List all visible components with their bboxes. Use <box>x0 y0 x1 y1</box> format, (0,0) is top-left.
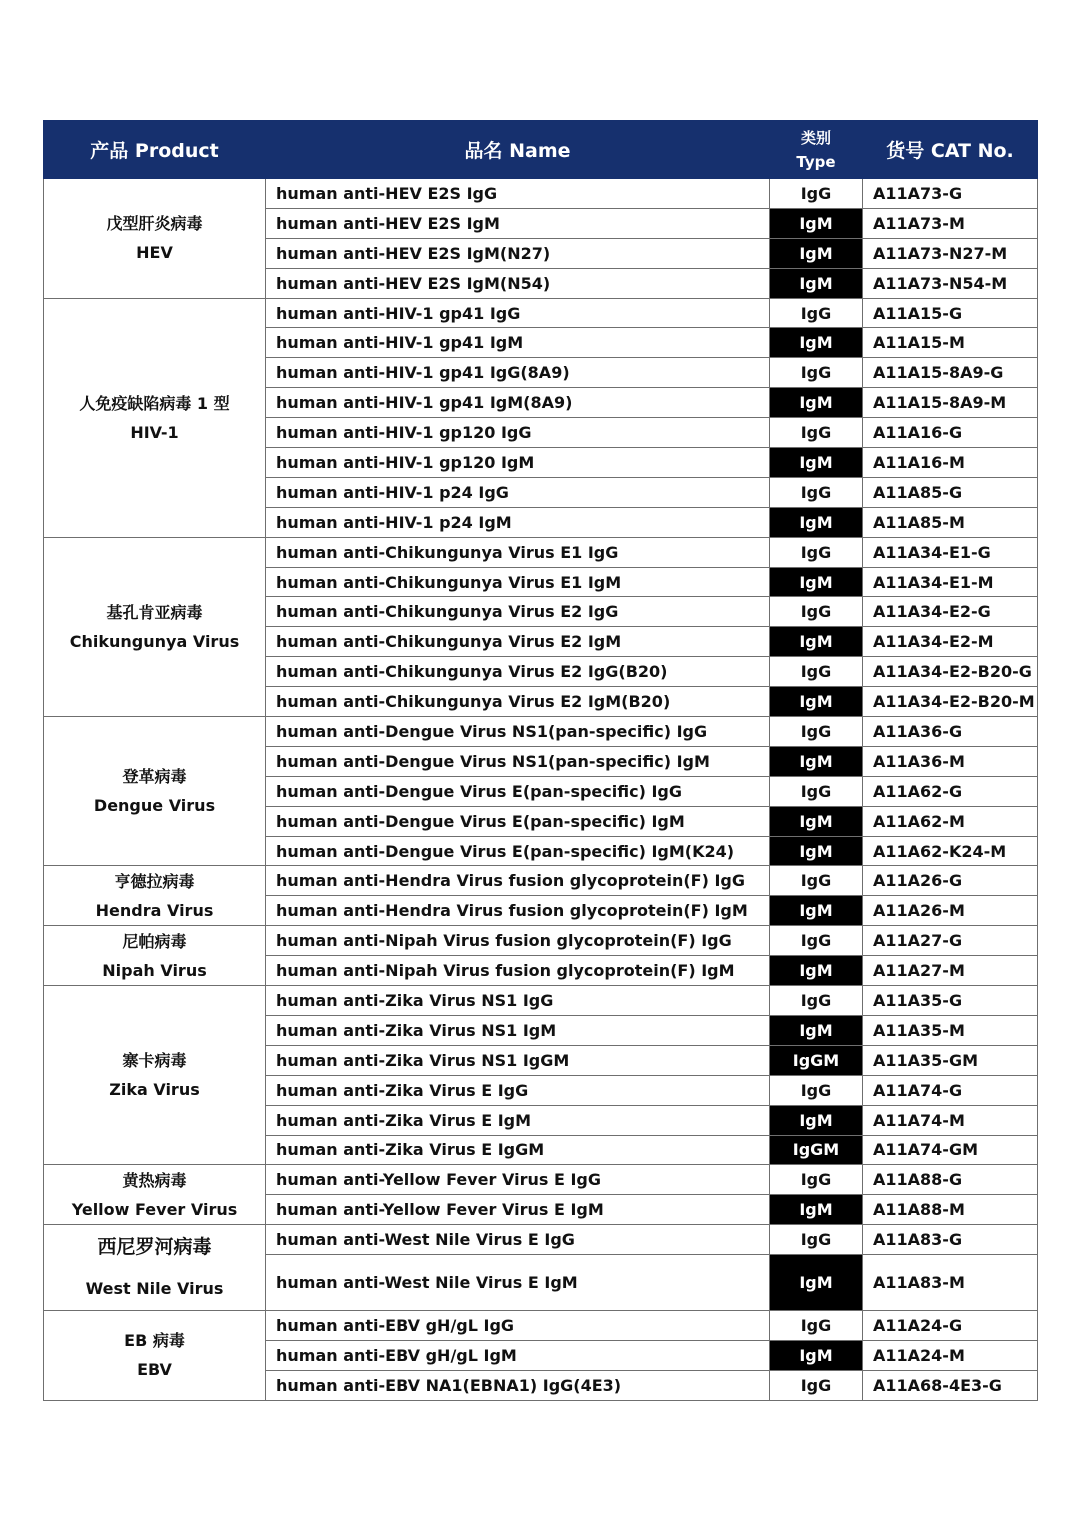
item-cat-cell: A11A74-G <box>863 1075 1038 1105</box>
item-cat-cell: A11A74-GM <box>863 1135 1038 1165</box>
item-cat-cell: A11A83-M <box>863 1255 1038 1311</box>
item-cat-cell: A11A27-M <box>863 956 1038 986</box>
item-name-cell: human anti-Dengue Virus NS1(pan-specific) IgM <box>266 746 770 776</box>
item-type-cell: IgM <box>770 208 863 238</box>
item-name-cell: human anti-Nipah Virus fusion glycoprotein(F) IgM <box>266 956 770 986</box>
item-type-cell: IgG <box>770 1370 863 1400</box>
item-name-cell: human anti-West Nile Virus E IgG <box>266 1225 770 1255</box>
item-name-cell: human anti-HEV E2S IgM(N27) <box>266 238 770 268</box>
product-group-cell <box>44 1225 266 1311</box>
item-cat-cell: A11A34-E1-M <box>863 567 1038 597</box>
item-cat-cell: A11A34-E2-B20-M <box>863 687 1038 717</box>
item-name-cell: human anti-Hendra Virus fusion glycoprotein(F) IgG <box>266 866 770 896</box>
item-type-cell: IgM <box>770 268 863 298</box>
item-cat-cell: A11A68-4E3-G <box>863 1370 1038 1400</box>
item-name-cell: human anti-HEV E2S IgG <box>266 179 770 209</box>
product-table <box>43 120 1038 1401</box>
product-group-cell <box>44 986 266 1165</box>
product-name-en: Chikungunya Virus <box>69 631 240 651</box>
product-name-zh: EB 病毒 <box>124 1331 185 1351</box>
item-cat-cell: A11A88-M <box>863 1195 1038 1225</box>
item-type-cell: IgG <box>770 986 863 1016</box>
item-cat-cell: A11A15-G <box>863 298 1038 328</box>
item-cat-cell: A11A35-M <box>863 1015 1038 1045</box>
product-name-zh: 寨卡病毒 <box>122 1051 187 1071</box>
item-cat-cell: A11A73-M <box>863 208 1038 238</box>
item-type-cell: IgM <box>770 956 863 986</box>
item-name-cell: human anti-HIV-1 gp41 IgM(8A9) <box>266 388 770 418</box>
item-type-cell: IgM <box>770 567 863 597</box>
item-name-cell: human anti-HIV-1 gp41 IgM <box>266 328 770 358</box>
item-cat-cell: A11A62-G <box>863 776 1038 806</box>
item-name-cell: human anti-Zika Virus NS1 IgM <box>266 1015 770 1045</box>
header-product: 产品 Product <box>44 121 266 179</box>
table-row <box>44 866 1038 896</box>
product-name-en: Yellow Fever Virus <box>71 1199 238 1219</box>
table-row <box>44 1165 1038 1195</box>
item-name-cell: human anti-Zika Virus E IgG <box>266 1075 770 1105</box>
item-name-cell: human anti-Yellow Fever Virus E IgM <box>266 1195 770 1225</box>
table-row <box>44 986 1038 1016</box>
product-group-cell <box>44 179 266 299</box>
item-type-cell: IgG <box>770 776 863 806</box>
item-name-cell: human anti-West Nile Virus E IgM <box>266 1255 770 1311</box>
product-name-en: Zika Virus <box>109 1080 200 1100</box>
item-type-cell: IgM <box>770 687 863 717</box>
product-name-zh: 黄热病毒 <box>122 1170 187 1190</box>
product-group-cell <box>44 1165 266 1225</box>
table-body <box>44 179 1038 1401</box>
item-cat-cell: A11A88-G <box>863 1165 1038 1195</box>
item-cat-cell: A11A74-M <box>863 1105 1038 1135</box>
item-cat-cell: A11A73-N27-M <box>863 238 1038 268</box>
item-type-cell: IgGM <box>770 1045 863 1075</box>
item-name-cell: human anti-Chikungunya Virus E1 IgM <box>266 567 770 597</box>
item-name-cell: human anti-HIV-1 gp120 IgM <box>266 448 770 478</box>
item-name-cell: human anti-HIV-1 p24 IgG <box>266 477 770 507</box>
item-type-cell: IgG <box>770 477 863 507</box>
item-cat-cell: A11A85-G <box>863 477 1038 507</box>
item-type-cell: IgM <box>770 238 863 268</box>
item-name-cell: human anti-Chikungunya Virus E1 IgG <box>266 537 770 567</box>
item-cat-cell: A11A35-G <box>863 986 1038 1016</box>
product-name-en: EBV <box>137 1360 172 1380</box>
item-name-cell: human anti-EBV NA1(EBNA1) IgG(4E3) <box>266 1370 770 1400</box>
item-name-cell: human anti-Dengue Virus E(pan-specific) IgM <box>266 806 770 836</box>
product-name-en: Dengue Virus <box>93 796 216 816</box>
item-cat-cell: A11A15-8A9-G <box>863 358 1038 388</box>
table-row <box>44 926 1038 956</box>
product-name-zh: 人免疫缺陷病毒 1 型 <box>79 393 230 413</box>
item-type-cell: IgM <box>770 388 863 418</box>
product-name-en: West Nile Virus <box>85 1278 224 1298</box>
item-type-cell: IgG <box>770 926 863 956</box>
item-type-cell: IgG <box>770 418 863 448</box>
item-name-cell: human anti-Zika Virus E IgM <box>266 1105 770 1135</box>
item-type-cell: IgM <box>770 1015 863 1045</box>
item-name-cell: human anti-HEV E2S IgM(N54) <box>266 268 770 298</box>
product-group-cell <box>44 717 266 866</box>
item-cat-cell: A11A36-M <box>863 746 1038 776</box>
item-type-cell: IgG <box>770 1311 863 1341</box>
item-type-cell: IgG <box>770 298 863 328</box>
item-name-cell: human anti-Zika Virus NS1 IgGM <box>266 1045 770 1075</box>
product-group-cell <box>44 537 266 716</box>
item-cat-cell: A11A83-G <box>863 1225 1038 1255</box>
header-type-zh: 类别 <box>800 128 831 147</box>
item-type-cell: IgG <box>770 1225 863 1255</box>
item-cat-cell: A11A73-G <box>863 179 1038 209</box>
product-group-cell <box>44 298 266 537</box>
item-name-cell: human anti-EBV gH/gL IgG <box>266 1311 770 1341</box>
product-name-zh: 基孔肯亚病毒 <box>106 602 203 622</box>
header-type-en: Type <box>796 152 836 171</box>
item-name-cell: human anti-Chikungunya Virus E2 IgG(B20) <box>266 657 770 687</box>
item-cat-cell: A11A36-G <box>863 717 1038 747</box>
item-type-cell: IgM <box>770 1340 863 1370</box>
item-name-cell: human anti-EBV gH/gL IgM <box>266 1340 770 1370</box>
header-name: 品名 Name <box>266 121 770 179</box>
table-row <box>44 1311 1038 1341</box>
item-name-cell: human anti-Chikungunya Virus E2 IgM(B20) <box>266 687 770 717</box>
item-type-cell: IgG <box>770 358 863 388</box>
item-cat-cell: A11A24-M <box>863 1340 1038 1370</box>
product-name-en: HIV-1 <box>130 422 179 442</box>
item-name-cell: human anti-Zika Virus NS1 IgG <box>266 986 770 1016</box>
item-name-cell: human anti-Dengue Virus NS1(pan-specific) IgG <box>266 717 770 747</box>
product-group-cell <box>44 866 266 926</box>
item-cat-cell: A11A34-E2-B20-G <box>863 657 1038 687</box>
item-name-cell: human anti-HIV-1 p24 IgM <box>266 507 770 537</box>
item-type-cell: IgM <box>770 836 863 866</box>
table-row <box>44 537 1038 567</box>
item-name-cell: human anti-Yellow Fever Virus E IgG <box>266 1165 770 1195</box>
item-type-cell: IgG <box>770 717 863 747</box>
item-name-cell: human anti-HIV-1 gp120 IgG <box>266 418 770 448</box>
item-type-cell: IgM <box>770 1255 863 1311</box>
item-name-cell: human anti-Dengue Virus E(pan-specific) IgM(K24) <box>266 836 770 866</box>
item-name-cell: human anti-Chikungunya Virus E2 IgG <box>266 597 770 627</box>
item-name-cell: human anti-Chikungunya Virus E2 IgM <box>266 627 770 657</box>
item-cat-cell: A11A27-G <box>863 926 1038 956</box>
item-type-cell: IgM <box>770 746 863 776</box>
item-name-cell: human anti-Zika Virus E IgGM <box>266 1135 770 1165</box>
table-row <box>44 179 1038 209</box>
item-type-cell: IgG <box>770 179 863 209</box>
item-cat-cell: A11A24-G <box>863 1311 1038 1341</box>
product-name-en: Nipah Virus <box>102 960 207 980</box>
item-type-cell: IgM <box>770 627 863 657</box>
product-name-zh: 戊型肝炎病毒 <box>106 214 203 234</box>
item-type-cell: IgM <box>770 507 863 537</box>
item-cat-cell: A11A85-M <box>863 507 1038 537</box>
item-type-cell: IgM <box>770 1195 863 1225</box>
product-name-zh: 西尼罗河病毒 <box>97 1235 212 1258</box>
item-cat-cell: A11A16-G <box>863 418 1038 448</box>
item-type-cell: IgGM <box>770 1135 863 1165</box>
item-type-cell: IgG <box>770 1075 863 1105</box>
item-type-cell: IgM <box>770 1105 863 1135</box>
item-name-cell: human anti-Nipah Virus fusion glycoprotein(F) IgG <box>266 926 770 956</box>
table-header-row <box>44 121 1038 179</box>
product-name-zh: 尼帕病毒 <box>122 931 187 951</box>
item-type-cell: IgM <box>770 328 863 358</box>
item-cat-cell: A11A15-M <box>863 328 1038 358</box>
table-row <box>44 298 1038 328</box>
item-cat-cell: A11A16-M <box>863 448 1038 478</box>
item-cat-cell: A11A34-E2-M <box>863 627 1038 657</box>
item-type-cell: IgG <box>770 1165 863 1195</box>
header-cat: 货号 CAT No. <box>863 121 1038 179</box>
product-group-cell <box>44 926 266 986</box>
item-name-cell: human anti-HIV-1 gp41 IgG(8A9) <box>266 358 770 388</box>
product-name-en: HEV <box>136 243 173 263</box>
item-type-cell: IgG <box>770 597 863 627</box>
item-cat-cell: A11A62-K24-M <box>863 836 1038 866</box>
table-row <box>44 1225 1038 1255</box>
item-name-cell: human anti-HIV-1 gp41 IgG <box>266 298 770 328</box>
product-group-cell <box>44 1311 266 1401</box>
product-name-en: Hendra Virus <box>95 900 214 920</box>
product-name-zh: 登革病毒 <box>122 767 187 787</box>
item-cat-cell: A11A34-E2-G <box>863 597 1038 627</box>
item-type-cell: IgG <box>770 537 863 567</box>
item-name-cell: human anti-HEV E2S IgM <box>266 208 770 238</box>
item-cat-cell: A11A73-N54-M <box>863 268 1038 298</box>
item-cat-cell: A11A26-M <box>863 896 1038 926</box>
item-type-cell: IgM <box>770 806 863 836</box>
item-cat-cell: A11A26-G <box>863 866 1038 896</box>
item-cat-cell: A11A35-GM <box>863 1045 1038 1075</box>
product-name-zh: 亨德拉病毒 <box>114 871 195 891</box>
item-cat-cell: A11A62-M <box>863 806 1038 836</box>
item-type-cell: IgM <box>770 448 863 478</box>
item-cat-cell: A11A34-E1-G <box>863 537 1038 567</box>
item-name-cell: human anti-Dengue Virus E(pan-specific) IgG <box>266 776 770 806</box>
table-row <box>44 717 1038 747</box>
header-type <box>770 121 863 179</box>
item-cat-cell: A11A15-8A9-M <box>863 388 1038 418</box>
item-type-cell: IgM <box>770 896 863 926</box>
item-type-cell: IgG <box>770 866 863 896</box>
item-name-cell: human anti-Hendra Virus fusion glycoprotein(F) IgM <box>266 896 770 926</box>
item-type-cell: IgG <box>770 657 863 687</box>
